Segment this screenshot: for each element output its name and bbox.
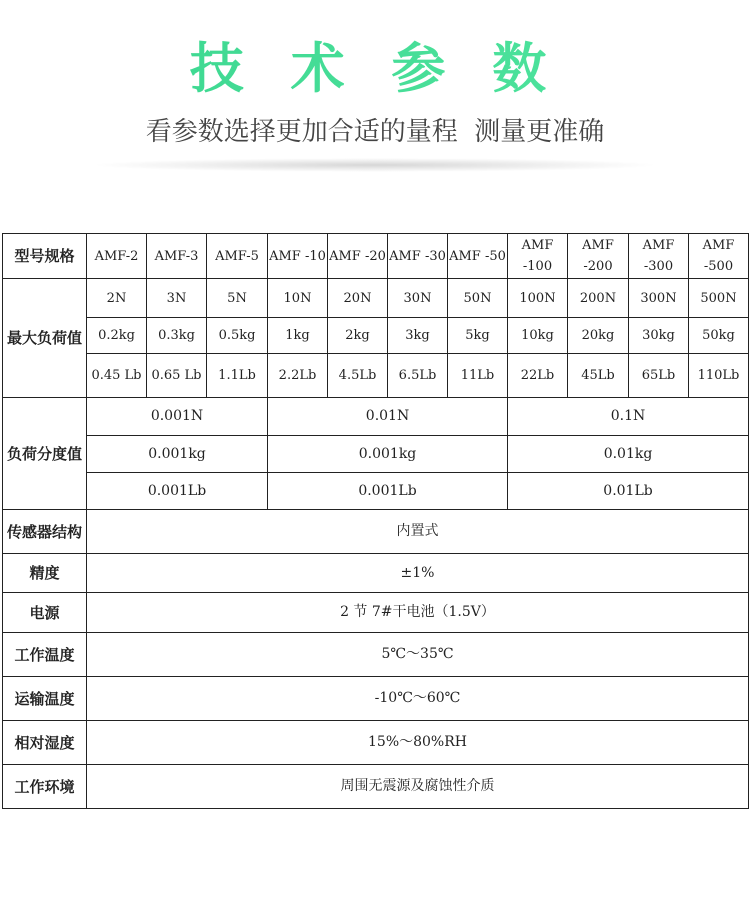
model-cell: AMF -300	[629, 234, 689, 279]
max-load-kg-cell: 5kg	[448, 318, 508, 354]
max-load-kg-cell: 20kg	[568, 318, 629, 354]
model-cell: AMF -500	[689, 234, 749, 279]
division-kg-cell: 0.01kg	[508, 436, 749, 473]
table-row	[3, 436, 749, 473]
division-kg-cell: 0.001kg	[268, 436, 508, 473]
model-cell: AMF -200	[568, 234, 629, 279]
max-load-n-cell: 30N	[388, 279, 448, 318]
work-temperature-value: 5℃～35℃	[87, 633, 749, 677]
max-load-n-cell: 100N	[508, 279, 568, 318]
accuracy-label: 精度	[3, 554, 87, 593]
max-load-kg-cell: 3kg	[388, 318, 448, 354]
spec-table	[2, 233, 749, 809]
max-load-kg-cell: 2kg	[328, 318, 388, 354]
max-load-lb-cell: 2.2Lb	[268, 354, 328, 398]
sensor-structure-label: 传感器结构	[3, 510, 87, 554]
max-load-lb-cell: 6.5Lb	[388, 354, 448, 398]
max-load-lb-cell: 22Lb	[508, 354, 568, 398]
table-row	[3, 510, 749, 554]
sensor-structure-value: 内置式	[87, 510, 749, 554]
division-lb-cell: 0.001Lb	[268, 473, 508, 510]
max-load-lb-cell: 110Lb	[689, 354, 749, 398]
division-lb-cell: 0.01Lb	[508, 473, 749, 510]
table-row	[3, 354, 749, 398]
work-temperature-label: 工作温度	[3, 633, 87, 677]
model-cell: AMF -30	[388, 234, 448, 279]
model-cell: AMF -10	[268, 234, 328, 279]
division-n-cell: 0.1N	[508, 398, 749, 436]
power-source-value: 2 节 7#干电池（1.5V）	[87, 593, 749, 633]
table-row	[3, 554, 749, 593]
relative-humidity-value: 15%～80%RH	[87, 721, 749, 765]
max-load-kg-cell: 1kg	[268, 318, 328, 354]
max-load-n-cell: 200N	[568, 279, 629, 318]
division-label: 负荷分度值	[3, 398, 87, 510]
table-row	[3, 721, 749, 765]
table-row	[3, 234, 749, 279]
max-load-label: 最大负荷值	[3, 279, 87, 398]
max-load-lb-cell: 1.1Lb	[207, 354, 268, 398]
page-subtitle: 看参数选择更加合适的量程 测量更准确	[145, 117, 605, 147]
transport-temperature-value: -10℃～60℃	[87, 677, 749, 721]
model-cell: AMF -100	[508, 234, 568, 279]
table-row	[3, 633, 749, 677]
max-load-n-cell: 50N	[448, 279, 508, 318]
max-load-lb-cell: 0.45 Lb	[87, 354, 147, 398]
max-load-lb-cell: 4.5Lb	[328, 354, 388, 398]
table-row	[3, 398, 749, 436]
table-row	[3, 593, 749, 633]
work-environment-label: 工作环境	[3, 765, 87, 809]
power-source-label: 电源	[3, 593, 87, 633]
division-lb-cell: 0.001Lb	[87, 473, 268, 510]
subtitle-shadow-divider	[90, 158, 660, 172]
max-load-n-cell: 3N	[147, 279, 207, 318]
max-load-kg-cell: 0.3kg	[147, 318, 207, 354]
relative-humidity-label: 相对湿度	[3, 721, 87, 765]
max-load-kg-cell: 0.5kg	[207, 318, 268, 354]
model-cell: AMF-2	[87, 234, 147, 279]
model-cell: AMF-5	[207, 234, 268, 279]
max-load-kg-cell: 50kg	[689, 318, 749, 354]
max-load-lb-cell: 45Lb	[568, 354, 629, 398]
page-title: 技 术 参 数	[0, 34, 750, 104]
model-label: 型号规格	[3, 234, 87, 279]
max-load-n-cell: 5N	[207, 279, 268, 318]
max-load-n-cell: 2N	[87, 279, 147, 318]
model-cell: AMF -50	[448, 234, 508, 279]
max-load-n-cell: 20N	[328, 279, 388, 318]
division-n-cell: 0.001N	[87, 398, 268, 436]
division-n-cell: 0.01N	[268, 398, 508, 436]
max-load-n-cell: 300N	[629, 279, 689, 318]
max-load-n-cell: 500N	[689, 279, 749, 318]
transport-temperature-label: 运输温度	[3, 677, 87, 721]
max-load-kg-cell: 30kg	[629, 318, 689, 354]
table-row	[3, 473, 749, 510]
max-load-lb-cell: 65Lb	[629, 354, 689, 398]
accuracy-value: ±1%	[87, 554, 749, 593]
table-row	[3, 318, 749, 354]
max-load-kg-cell: 10kg	[508, 318, 568, 354]
max-load-lb-cell: 11Lb	[448, 354, 508, 398]
model-cell: AMF-3	[147, 234, 207, 279]
division-kg-cell: 0.001kg	[87, 436, 268, 473]
max-load-lb-cell: 0.65 Lb	[147, 354, 207, 398]
table-row	[3, 279, 749, 318]
work-environment-value: 周围无震源及腐蚀性介质	[87, 765, 749, 809]
table-row	[3, 765, 749, 809]
max-load-n-cell: 10N	[268, 279, 328, 318]
max-load-kg-cell: 0.2kg	[87, 318, 147, 354]
table-row	[3, 677, 749, 721]
model-cell: AMF -20	[328, 234, 388, 279]
